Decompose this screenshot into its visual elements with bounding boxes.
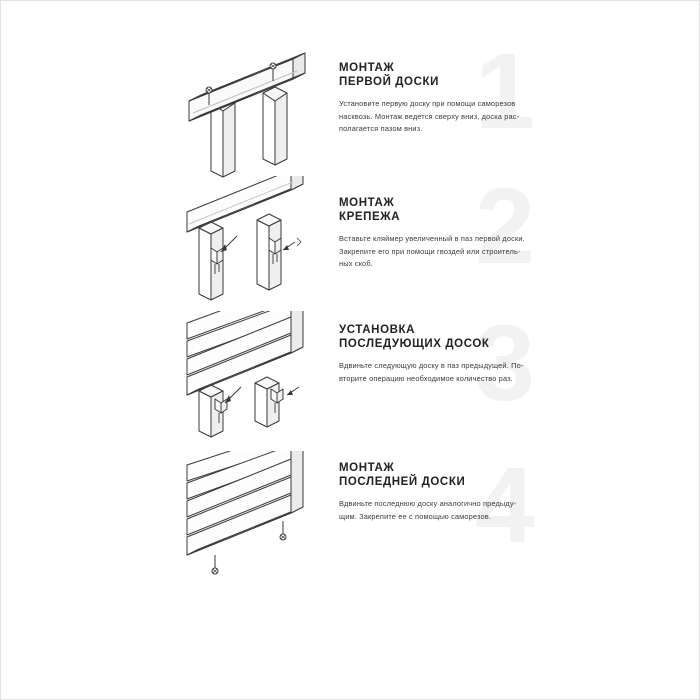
step-2 bbox=[1, 165, 700, 321]
step-1 bbox=[1, 30, 700, 186]
step-4-text-block bbox=[339, 461, 554, 523]
step-2-description: Вставьте кляймер увеличенный в паз первой доски. Закрепите его при помощи гвоздей или строитель- ных скоб. bbox=[339, 234, 525, 269]
step-1-text-block bbox=[339, 61, 554, 136]
step-number-4: 4 bbox=[474, 444, 533, 565]
step-4 bbox=[1, 444, 700, 596]
fastener-installation-diagram bbox=[171, 176, 331, 316]
step-1-title: МОНТАЖ ПЕРВОЙ ДОСКИ bbox=[339, 62, 439, 88]
step-3-description: Вдвиньте следующую доску в паз предыдущей. По- вторите операцию необходимое количество раз. bbox=[339, 361, 524, 383]
first-board-installation-diagram bbox=[171, 41, 331, 181]
step-4-description: Вдвиньте последнюю доску аналогично предыду- щим. Закрепите ее с помощью саморезов. bbox=[339, 499, 517, 521]
step-number-2: 2 bbox=[474, 165, 533, 286]
step-1-description: Установите первую доску при помощи саморезов насквозь. Монтаж ведется сверху вниз, доска рас- полагается пазом вниз. bbox=[339, 99, 520, 134]
step-4-title: МОНТАЖ ПОСЛЕДНЕЙ ДОСКИ bbox=[339, 462, 466, 488]
step-number-3: 3 bbox=[474, 302, 533, 423]
step-3-title: УСТАНОВКА ПОСЛЕДУЮЩИХ ДОСОК bbox=[339, 324, 490, 350]
step-2-title: МОНТАЖ КРЕПЕЖА bbox=[339, 197, 401, 223]
last-board-installation-diagram bbox=[171, 451, 331, 591]
subsequent-boards-installation-diagram bbox=[171, 311, 331, 451]
step-3 bbox=[1, 302, 700, 456]
step-2-text-block bbox=[339, 196, 554, 271]
step-number-1: 1 bbox=[474, 30, 533, 151]
step-3-text-block bbox=[339, 323, 554, 385]
